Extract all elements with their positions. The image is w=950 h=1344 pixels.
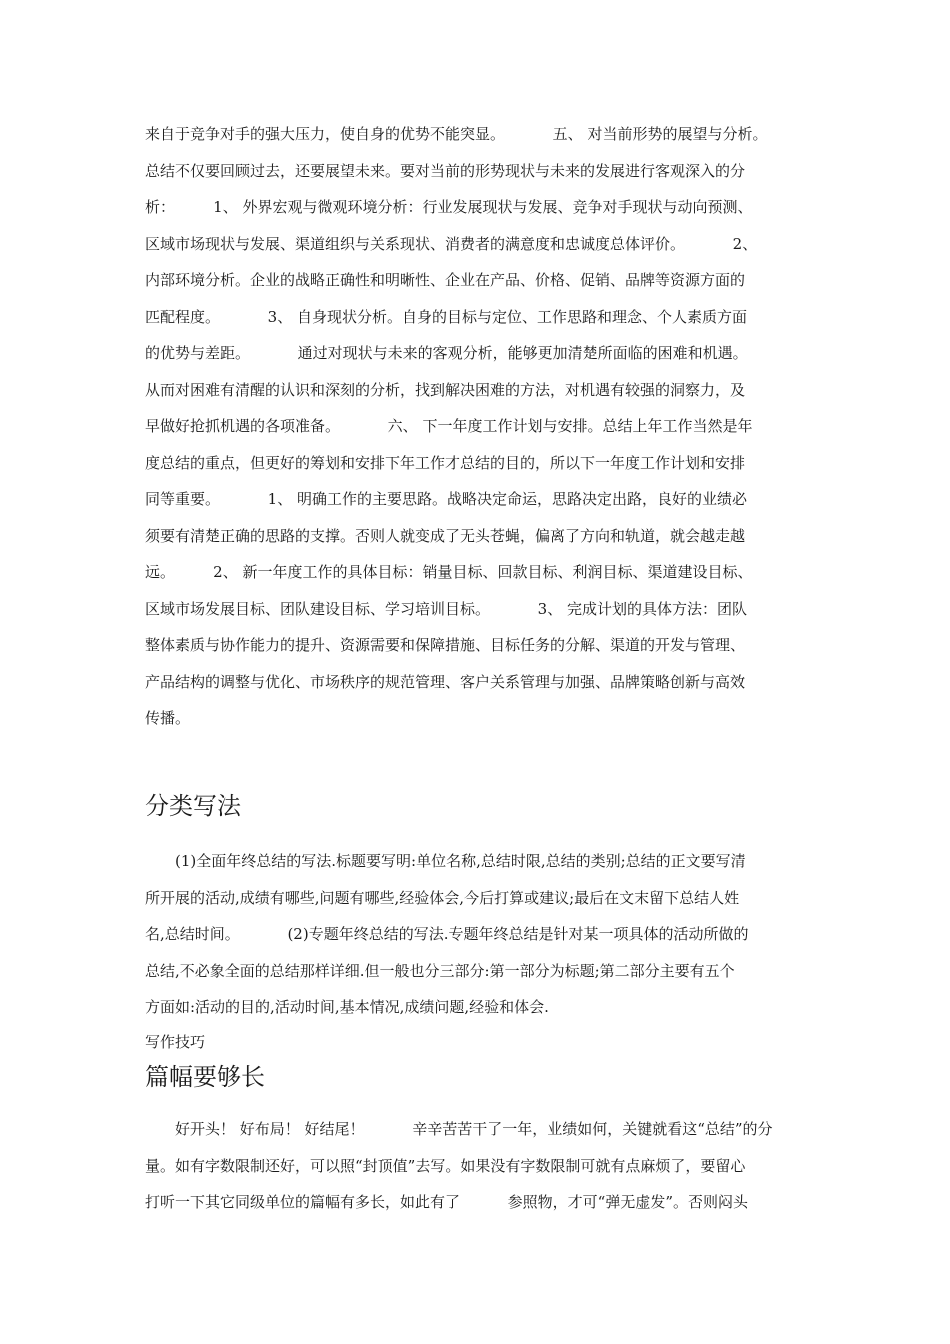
- section-analysis: [145, 116, 810, 737]
- paragraph-line: 打听一下其它同级单位的篇幅有多长，如此有了 参照物，才可“弹无虚发”。否则闷头: [145, 1193, 749, 1211]
- paragraph-line: 总结不仅要回顾过去，还要展望未来。要对当前的形势现状与未来的发展进行客观深入的分: [145, 161, 746, 180]
- paragraph-line: 产品结构的调整与优化、市场秩序的规范管理、客户关系管理与加强、品牌策略创新与高效: [145, 672, 746, 691]
- label-writing-tips: 写作技巧: [145, 1033, 206, 1051]
- paragraph-line: 的优势与差距。 通过对现状与未来的客观分析，能够更加清楚所面临的困难和机遇。: [145, 344, 748, 362]
- section-length: [145, 1111, 810, 1221]
- paragraph-line: 度总结的重点，但更好的筹划和安排下年工作才总结的目的，所以下一年度工作计划和安排: [145, 453, 746, 472]
- paragraph-line: 名,总结时间。 (2)专题年终总结的写法.专题年终总结是针对某一项具体的活动所做的: [145, 925, 749, 943]
- paragraph-line: 同等重要。 1、 明确工作的主要思路。战略决定命运，思路决定出路，良好的业绩必: [145, 490, 747, 508]
- paragraph-line: (1)全面年终总结的写法.标题要写明:单位名称,总结时限,总结的类别;总结的正文要写清: [175, 852, 746, 870]
- heading-length: 篇幅要够长: [145, 1063, 265, 1091]
- paragraph-line: 区域市场现状与发展、渠道组织与关系现状、消费者的满意度和忠诚度总体评价。 2、: [145, 234, 758, 253]
- paragraph-line: 好开头！ 好布局！ 好结尾！ 辛辛苦苦干了一年，业绩如何，关键就看这“总结”的分: [175, 1120, 773, 1138]
- paragraph-line: 总结,不必象全面的总结那样详细.但一般也分三部分:第一部分为标题;第二部分主要有五个: [145, 961, 735, 980]
- paragraph-line: 方面如:活动的目的,活动时间,基本情况,成绩问题,经验和体会.: [145, 998, 549, 1016]
- paragraph-line: 远。 2、 新一年度工作的具体目标：销量目标、回款目标、利润目标、渠道建设目标、: [145, 563, 753, 581]
- paragraph-line: 须要有清楚正确的思路的支撑。否则人就变成了无头苍蝇，偏离了方向和轨道，就会越走越: [145, 526, 746, 545]
- heading-classification: 分类写法: [145, 792, 241, 820]
- paragraph-line: 内部环境分析。企业的战略正确性和明晰性、企业在产品、价格、促销、品牌等资源方面的: [145, 271, 746, 289]
- paragraph-line: 区域市场发展目标、团队建设目标、学习培训目标。 3、 完成计划的具体方法：团队: [145, 599, 747, 618]
- paragraph-line: 匹配程度。 3、 自身现状分析。自身的目标与定位、工作思路和理念、个人素质方面: [145, 307, 747, 326]
- paragraph-line: 所开展的活动,成绩有哪些,问题有哪些,经验体会,今后打算或建议;最后在文末留下总结人姓: [145, 888, 740, 907]
- paragraph-line: 早做好抢抓机遇的各项准备。 六、 下一年度工作计划与安排。总结上年工作当然是年: [145, 417, 753, 435]
- paragraph-line: 量。如有字数限制还好，可以照“封顶值”去写。如果没有字数限制可就有点麻烦了，要留心: [145, 1156, 746, 1175]
- paragraph-line: 从而对困难有清醒的认识和深刻的分析，找到解决困难的方法，对机遇有较强的洞察力，及: [145, 380, 746, 399]
- paragraph-line: 传播。: [145, 709, 191, 727]
- paragraph-line: 来自于竞争对手的强大压力，使自身的优势不能突显。 五、 对当前形势的展望与分析。: [145, 125, 768, 143]
- paragraph-line: 析： 1、 外界宏观与微观环境分析：行业发展现状与发展、竞争对手现状与动向预测、: [145, 198, 753, 216]
- paragraph-line: 整体素质与协作能力的提升、资源需要和保障措施、目标任务的分解、渠道的开发与管理、: [145, 636, 746, 654]
- section-classification: [145, 843, 810, 1026]
